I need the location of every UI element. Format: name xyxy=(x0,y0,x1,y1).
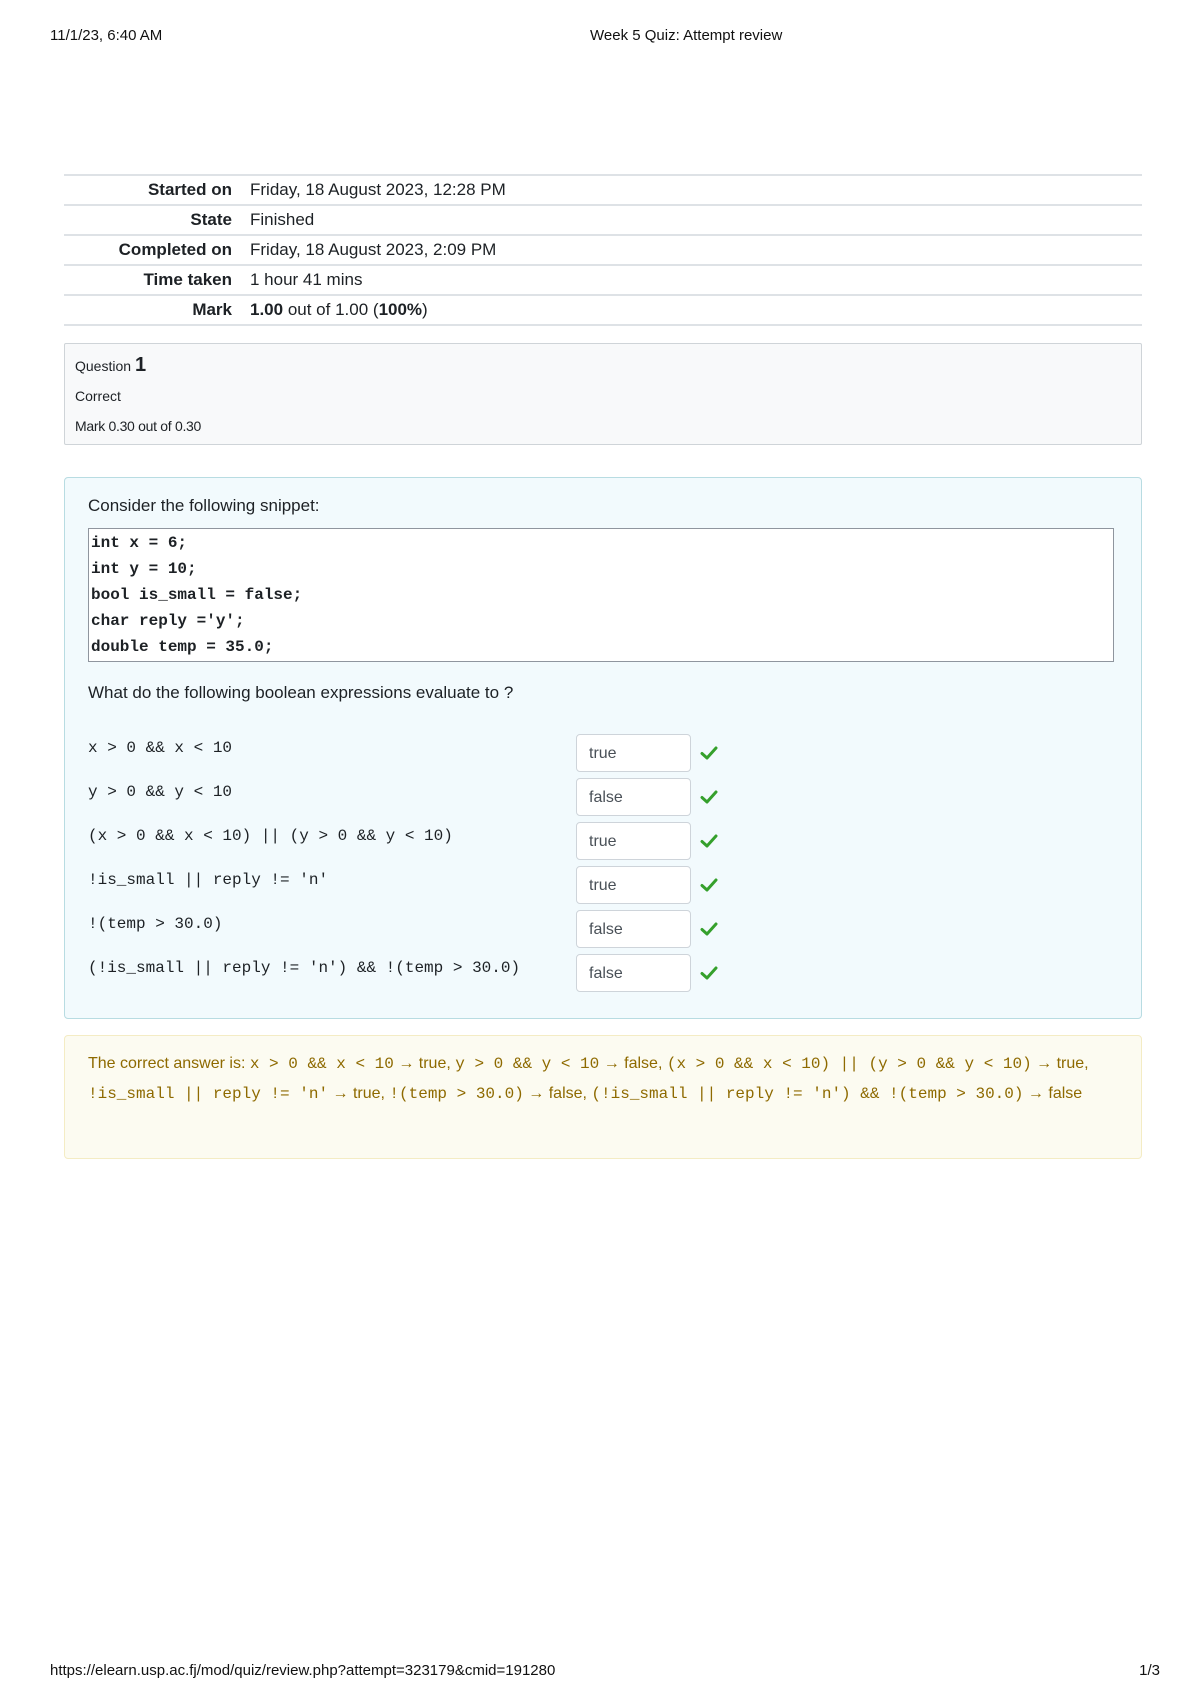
subquestion-expression: (x > 0 && x < 10) || (y > 0 && y < 10) xyxy=(88,827,453,845)
question-grade: Mark 0.30 out of 0.30 xyxy=(75,418,202,434)
summary-label: State xyxy=(190,210,232,229)
feedback-code: (!is_small || reply != 'n') && !(temp > 30.0) xyxy=(591,1085,1024,1103)
feedback-text xyxy=(88,1049,1118,1109)
subquestion-expression: (!is_small || reply != 'n') && !(temp > 30.0) xyxy=(88,959,521,977)
subquestion-row xyxy=(88,822,1118,862)
mark-score: 1.00 xyxy=(250,300,284,319)
correct-check-icon xyxy=(700,744,718,762)
feedback-result: → true, xyxy=(328,1085,390,1102)
answer-select[interactable]: false xyxy=(576,954,691,992)
answer-select[interactable]: false xyxy=(576,778,691,816)
question-label: Question xyxy=(75,358,132,374)
summary-value xyxy=(250,300,428,320)
print-page-title: Week 5 Quiz: Attempt review xyxy=(590,27,783,44)
subquestion-row xyxy=(88,734,1118,774)
print-datetime: 11/1/23, 6:40 AM xyxy=(50,27,163,44)
code-line: int x = 6; xyxy=(91,534,188,552)
summary-value: Friday, 18 August 2023, 12:28 PM xyxy=(250,180,506,199)
subquestion-row xyxy=(88,954,1118,994)
summary-row-mark xyxy=(64,294,1142,326)
summary-row-started xyxy=(64,174,1142,204)
feedback-code: x > 0 && x < 10 xyxy=(249,1055,394,1073)
feedback-code: (x > 0 && x < 10) || (y > 0 && y < 10) xyxy=(666,1055,1032,1073)
feedback-result: → true, xyxy=(393,1055,456,1072)
correct-check-icon xyxy=(700,876,718,894)
summary-label: Completed on xyxy=(118,240,232,259)
correct-check-icon xyxy=(700,920,718,938)
answer-select[interactable]: false xyxy=(576,910,691,948)
code-line: double temp = 35.0; xyxy=(91,638,274,656)
print-url: https://elearn.usp.ac.fj/mod/quiz/review.php?attempt=323179&cmid=191280 xyxy=(50,1662,556,1679)
summary-label: Time taken xyxy=(143,270,232,289)
correct-answer-feedback xyxy=(64,1035,1142,1159)
summary-label: Started on xyxy=(147,180,232,199)
subquestion-expression: !(temp > 30.0) xyxy=(88,915,223,933)
question-prompt: Consider the following snippet: xyxy=(88,496,320,515)
question-formulation xyxy=(64,477,1142,1019)
subquestion-expression: y > 0 && y < 10 xyxy=(88,783,233,801)
code-line: bool is_small = false; xyxy=(91,586,303,604)
question-number-value: 1 xyxy=(135,354,147,376)
feedback-result: → true, xyxy=(1031,1055,1089,1072)
attempt-summary-table xyxy=(64,174,1142,326)
correct-check-icon xyxy=(700,964,718,982)
summary-row-state xyxy=(64,204,1142,234)
code-line: char reply ='y'; xyxy=(91,612,245,630)
summary-row-completed xyxy=(64,234,1142,264)
subquestion-row xyxy=(88,866,1118,906)
summary-label: Mark xyxy=(192,300,232,319)
feedback-result: → false, xyxy=(599,1055,667,1072)
feedback-prefix: The correct answer is: xyxy=(88,1055,246,1072)
feedback-result: → false, xyxy=(523,1085,592,1102)
answer-select[interactable]: true xyxy=(576,822,691,860)
summary-value: Finished xyxy=(250,210,315,229)
question-number xyxy=(75,354,146,377)
summary-row-time xyxy=(64,264,1142,294)
code-snippet xyxy=(88,528,1114,662)
mark-rest: out of 1.00 ( xyxy=(287,300,379,319)
subquestion-row xyxy=(88,778,1118,818)
feedback-code: !(temp > 30.0) xyxy=(389,1085,524,1103)
mark-percent: 100% xyxy=(378,300,423,319)
subquestion-expression: x > 0 && x < 10 xyxy=(88,739,233,757)
code-line: int y = 10; xyxy=(91,560,197,578)
feedback-result: → false xyxy=(1023,1085,1083,1102)
answer-select[interactable]: true xyxy=(576,866,691,904)
feedback-code: y > 0 && y < 10 xyxy=(455,1055,600,1073)
question-state: Correct xyxy=(75,388,121,404)
feedback-code: !is_small || reply != 'n' xyxy=(88,1085,329,1103)
answer-select[interactable]: true xyxy=(576,734,691,772)
subquestion-row xyxy=(88,910,1118,950)
mark-close: ) xyxy=(422,300,428,319)
summary-value: Friday, 18 August 2023, 2:09 PM xyxy=(250,240,497,259)
print-page-number: 1/3 xyxy=(1139,1662,1160,1679)
question-subprompt: What do the following boolean expressions evaluate to ? xyxy=(88,683,514,702)
question-info-box xyxy=(64,343,1142,445)
subquestion-expression: !is_small || reply != 'n' xyxy=(88,871,329,889)
summary-value: 1 hour 41 mins xyxy=(250,270,363,289)
correct-check-icon xyxy=(700,788,718,806)
correct-check-icon xyxy=(700,832,718,850)
